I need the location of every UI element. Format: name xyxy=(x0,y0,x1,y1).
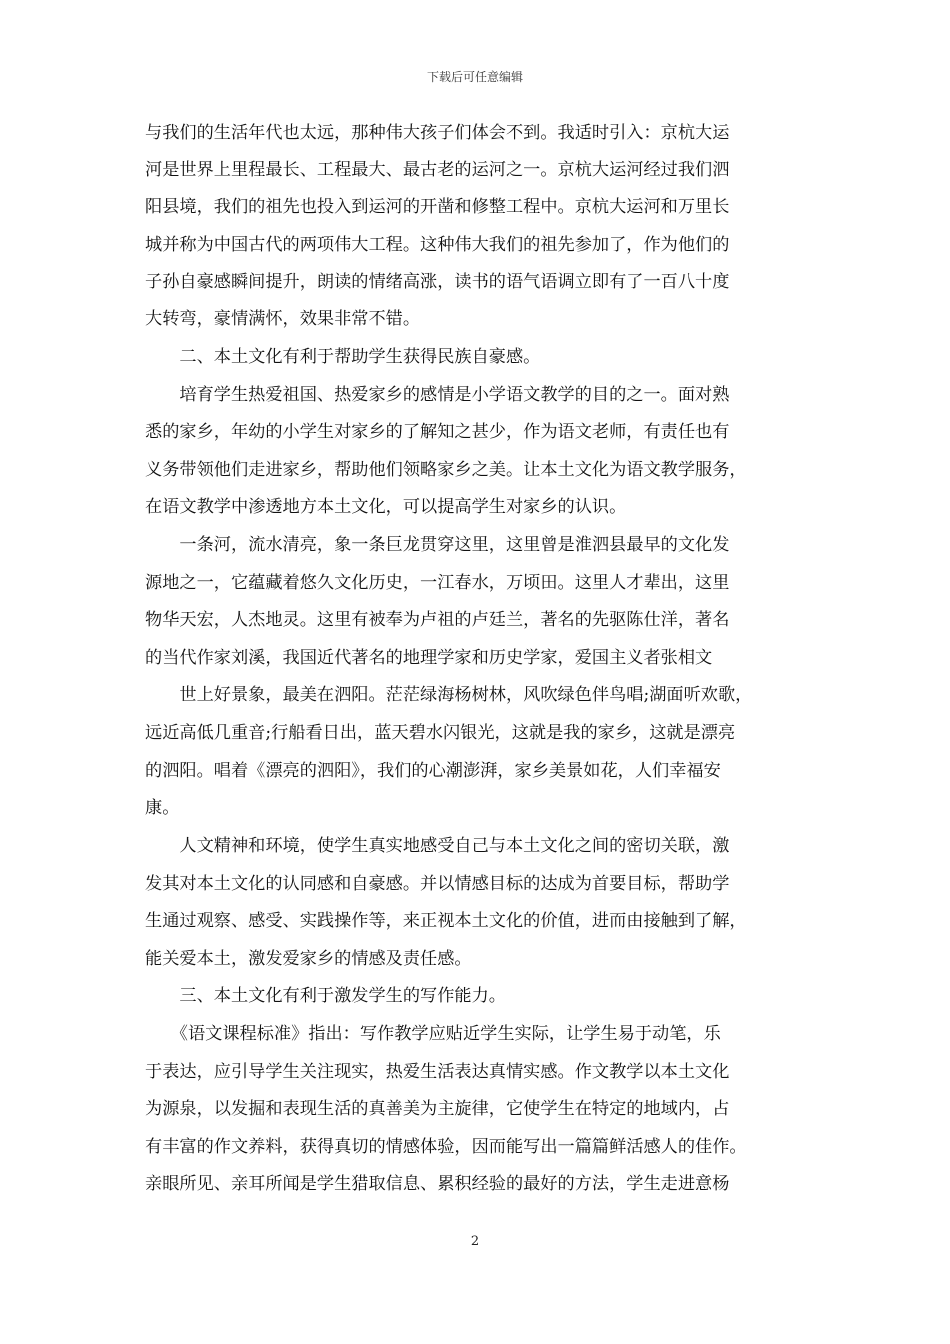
body-line: 有丰富的作文养料，获得真切的情感体验，因而能写出一篇篇鲜活感人的佳作。 xyxy=(145,1137,747,1157)
body-line: 城并称为中国古代的两项伟大工程。这种伟大我们的祖先参加了，作为他们的 xyxy=(145,235,730,255)
body-line: 源地之一，它蕴藏着悠久文化历史，一江春水，万顷田。这里人才辈出，这里 xyxy=(145,573,730,593)
body-line: 的泗阳。唱着《漂亮的泗阳》，我们的心潮澎湃，家乡美景如花，人们幸福安 xyxy=(145,761,721,781)
body-line: 在语文教学中渗透地方本土文化，可以提高学生对家乡的认识。 xyxy=(145,497,627,517)
body-line: 人文精神和环境，使学生真实地感受自己与本土文化之间的密切关联，激 xyxy=(145,836,730,856)
body-line: 亲眼所见、亲耳所闻是学生猎取信息、累积经验的最好的方法，学生走进意杨 xyxy=(145,1174,730,1194)
body-line: 远近高低几重音;行船看日出，蓝天碧水闪银光，这就是我的家乡，这就是漂亮 xyxy=(145,723,736,743)
page-header: 下载后可任意编辑 xyxy=(426,70,523,84)
body-line: 河是世界上里程最长、工程最大、最古老的运河之一。京杭大运河经过我们泗 xyxy=(145,160,730,180)
body-line: 于表达，应引导学生关注现实，热爱生活表达真情实感。作文教学以本土文化 xyxy=(145,1062,730,1082)
body-line: 一条河，流水清亮，象一条巨龙贯穿这里，这里曾是淮泗县最早的文化发 xyxy=(145,535,730,555)
body-line: 大转弯，豪情满怀，效果非常不错。 xyxy=(145,309,421,329)
body-line: 的当代作家刘溪，我国近代著名的地理学家和历史学家，爱国主义者张相文 xyxy=(145,648,713,668)
body-line: 《语文课程标准》指出：写作教学应贴近学生实际，让学生易于动笔，乐 xyxy=(145,1024,721,1044)
body-line: 为源泉，以发掘和表现生活的真善美为主旋律，它使学生在特定的地域内，占 xyxy=(145,1099,730,1119)
page-number: 2 xyxy=(470,1234,480,1249)
body-line: 悉的家乡，年幼的小学生对家乡的了解知之甚少，作为语文老师，有责任也有 xyxy=(145,422,730,442)
section-heading: 三、本土文化有利于激发学生的写作能力。 xyxy=(145,986,506,1006)
body-line: 子孙自豪感瞬间提升，朗读的情绪高涨，读书的语气语调立即有了一百八十度 xyxy=(145,272,730,292)
body-line: 阳县境，我们的祖先也投入到运河的开凿和修整工程中。京杭大运河和万里长 xyxy=(145,197,730,217)
body-line: 生通过观察、感受、实践操作等，来正视本土文化的价值，进而由接触到了解， xyxy=(145,911,747,931)
body-line: 与我们的生活年代也太远，那种伟大孩子们体会不到。我适时引入：京杭大运 xyxy=(145,123,730,143)
section-heading: 二、本土文化有利于帮助学生获得民族自豪感。 xyxy=(145,347,541,367)
body-line: 培育学生热爱祖国、热爱家乡的感情是小学语文教学的目的之一。面对熟 xyxy=(145,385,730,405)
body-line: 义务带领他们走进家乡，帮助他们领略家乡之美。让本土文化为语文教学服务， xyxy=(145,460,747,480)
body-line: 康。 xyxy=(145,798,180,818)
body-line: 发其对本土文化的认同感和自豪感。并以情感目标的达成为首要目标，帮助学 xyxy=(145,874,730,894)
body-line: 物华天宏，人杰地灵。这里有被奉为卢祖的卢廷兰，著名的先驱陈仕洋，著名 xyxy=(145,610,730,630)
body-line: 世上好景象，最美在泗阳。茫茫绿海杨树林，风吹绿色伴鸟唱;湖面听欢歌， xyxy=(145,685,753,705)
body-line: 能关爱本土，激发爱家乡的情感及责任感。 xyxy=(145,949,472,969)
